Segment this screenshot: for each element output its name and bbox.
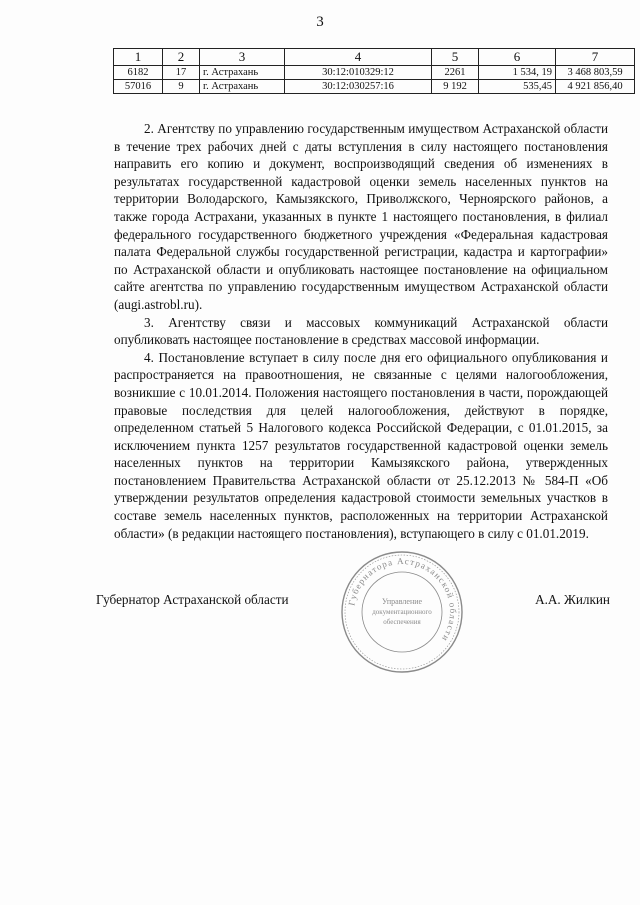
paragraph-2: 2. Агентству по управлению государственным имуществом Астраханской области в течение трех рабочих дней с даты вступления в силу настоящего постановления направить его копию и документ, воспроизводящий сведения об изменениях в результатах государственной кадастровой оценки земель населенных пунктов на территории Володарского, Камызякского, Приволжского, Черноярского районов, а также города Астрахани, указанных в пункте 1 настоящего постановления, в филиал федерального государственного бюджетного учреждения «Федеральная кадастровая палата Федеральной службы государственной регистрации, кадастра и картографии» по Астраханской области и опубликовать настоящее постановление на официальном сайте агентства по управлению государственным имуществом Астраханской области (augi.astrobl.ru). [114, 121, 608, 312]
table-cell: 535,45 [479, 80, 556, 94]
table-header-cell: 5 [432, 49, 479, 66]
table-header-cell: 4 [285, 49, 432, 66]
paragraph-4: 4. Постановление вступает в силу после дня его официального опубликования и распространяется на правоотношения, не связанные с целями налогообложения, возникшие с 10.01.2014. Положения настоящего постановления в части, порождающей правовые последствия для целей налогообложения, действуют в порядке, определенном статьей 5 Налогового кодекса Российской Федерации, с 01.01.2015, за исключением пункта 1257 результатов государственной кадастровой оценки земель населенных пунктов на территории Камызякского района, утвержденных постановлением Правительства Астраханской области от 25.12.2013 № 584-П «Об утверждении результатов определения кадастровой стоимости земельных участков в составе земель населенных пунктов, расположенных на территории Астраханской области» (в редакции настоящего постановления), вступающего в силу с 01.01.2019. [114, 349, 608, 541]
official-stamp-icon [338, 548, 466, 676]
table-cell: 3 468 803,59 [556, 66, 635, 80]
table-header-cell: 6 [479, 49, 556, 66]
document-body [114, 120, 608, 542]
table-header-cell: 3 [200, 49, 285, 66]
stamp-center-text: обеспечения [383, 618, 421, 626]
table-cell: 30:12:010329:12 [285, 66, 432, 80]
paragraph-3: 3. Агентству связи и массовых коммуникаций Астраханской области опубликовать настоящее постановление в средствах массовой информации. [114, 314, 608, 348]
table-cell: 1 534, 19 [479, 66, 556, 80]
stamp-ring-text: Губернатора Астраханской области [346, 555, 459, 644]
table-cell: 9 [163, 80, 200, 94]
table-cell: 6182 [114, 66, 163, 80]
signatory-name: А.А. Жилкин [535, 592, 610, 607]
stamp-center-text: документационного [372, 608, 432, 616]
stamp-center-text: Управление [381, 597, 423, 606]
table-row [114, 66, 635, 80]
table-cell: 30:12:030257:16 [285, 80, 432, 94]
table-cell: г. Астрахань [200, 80, 285, 94]
signatory-title: Губернатор Астраханской области [96, 592, 289, 607]
cadastre-table [113, 48, 635, 94]
table-cell: 4 921 856,40 [556, 80, 635, 94]
table-row [114, 80, 635, 94]
table-header-cell: 1 [114, 49, 163, 66]
table-cell: 17 [163, 66, 200, 80]
table-header-cell: 7 [556, 49, 635, 66]
table-cell: 2261 [432, 66, 479, 80]
table-header-cell: 2 [163, 49, 200, 66]
table-cell: 57016 [114, 80, 163, 94]
page-number: 3 [316, 14, 324, 30]
table-cell: 9 192 [432, 80, 479, 94]
table-header-row [114, 49, 635, 66]
table-cell: г. Астрахань [200, 66, 285, 80]
